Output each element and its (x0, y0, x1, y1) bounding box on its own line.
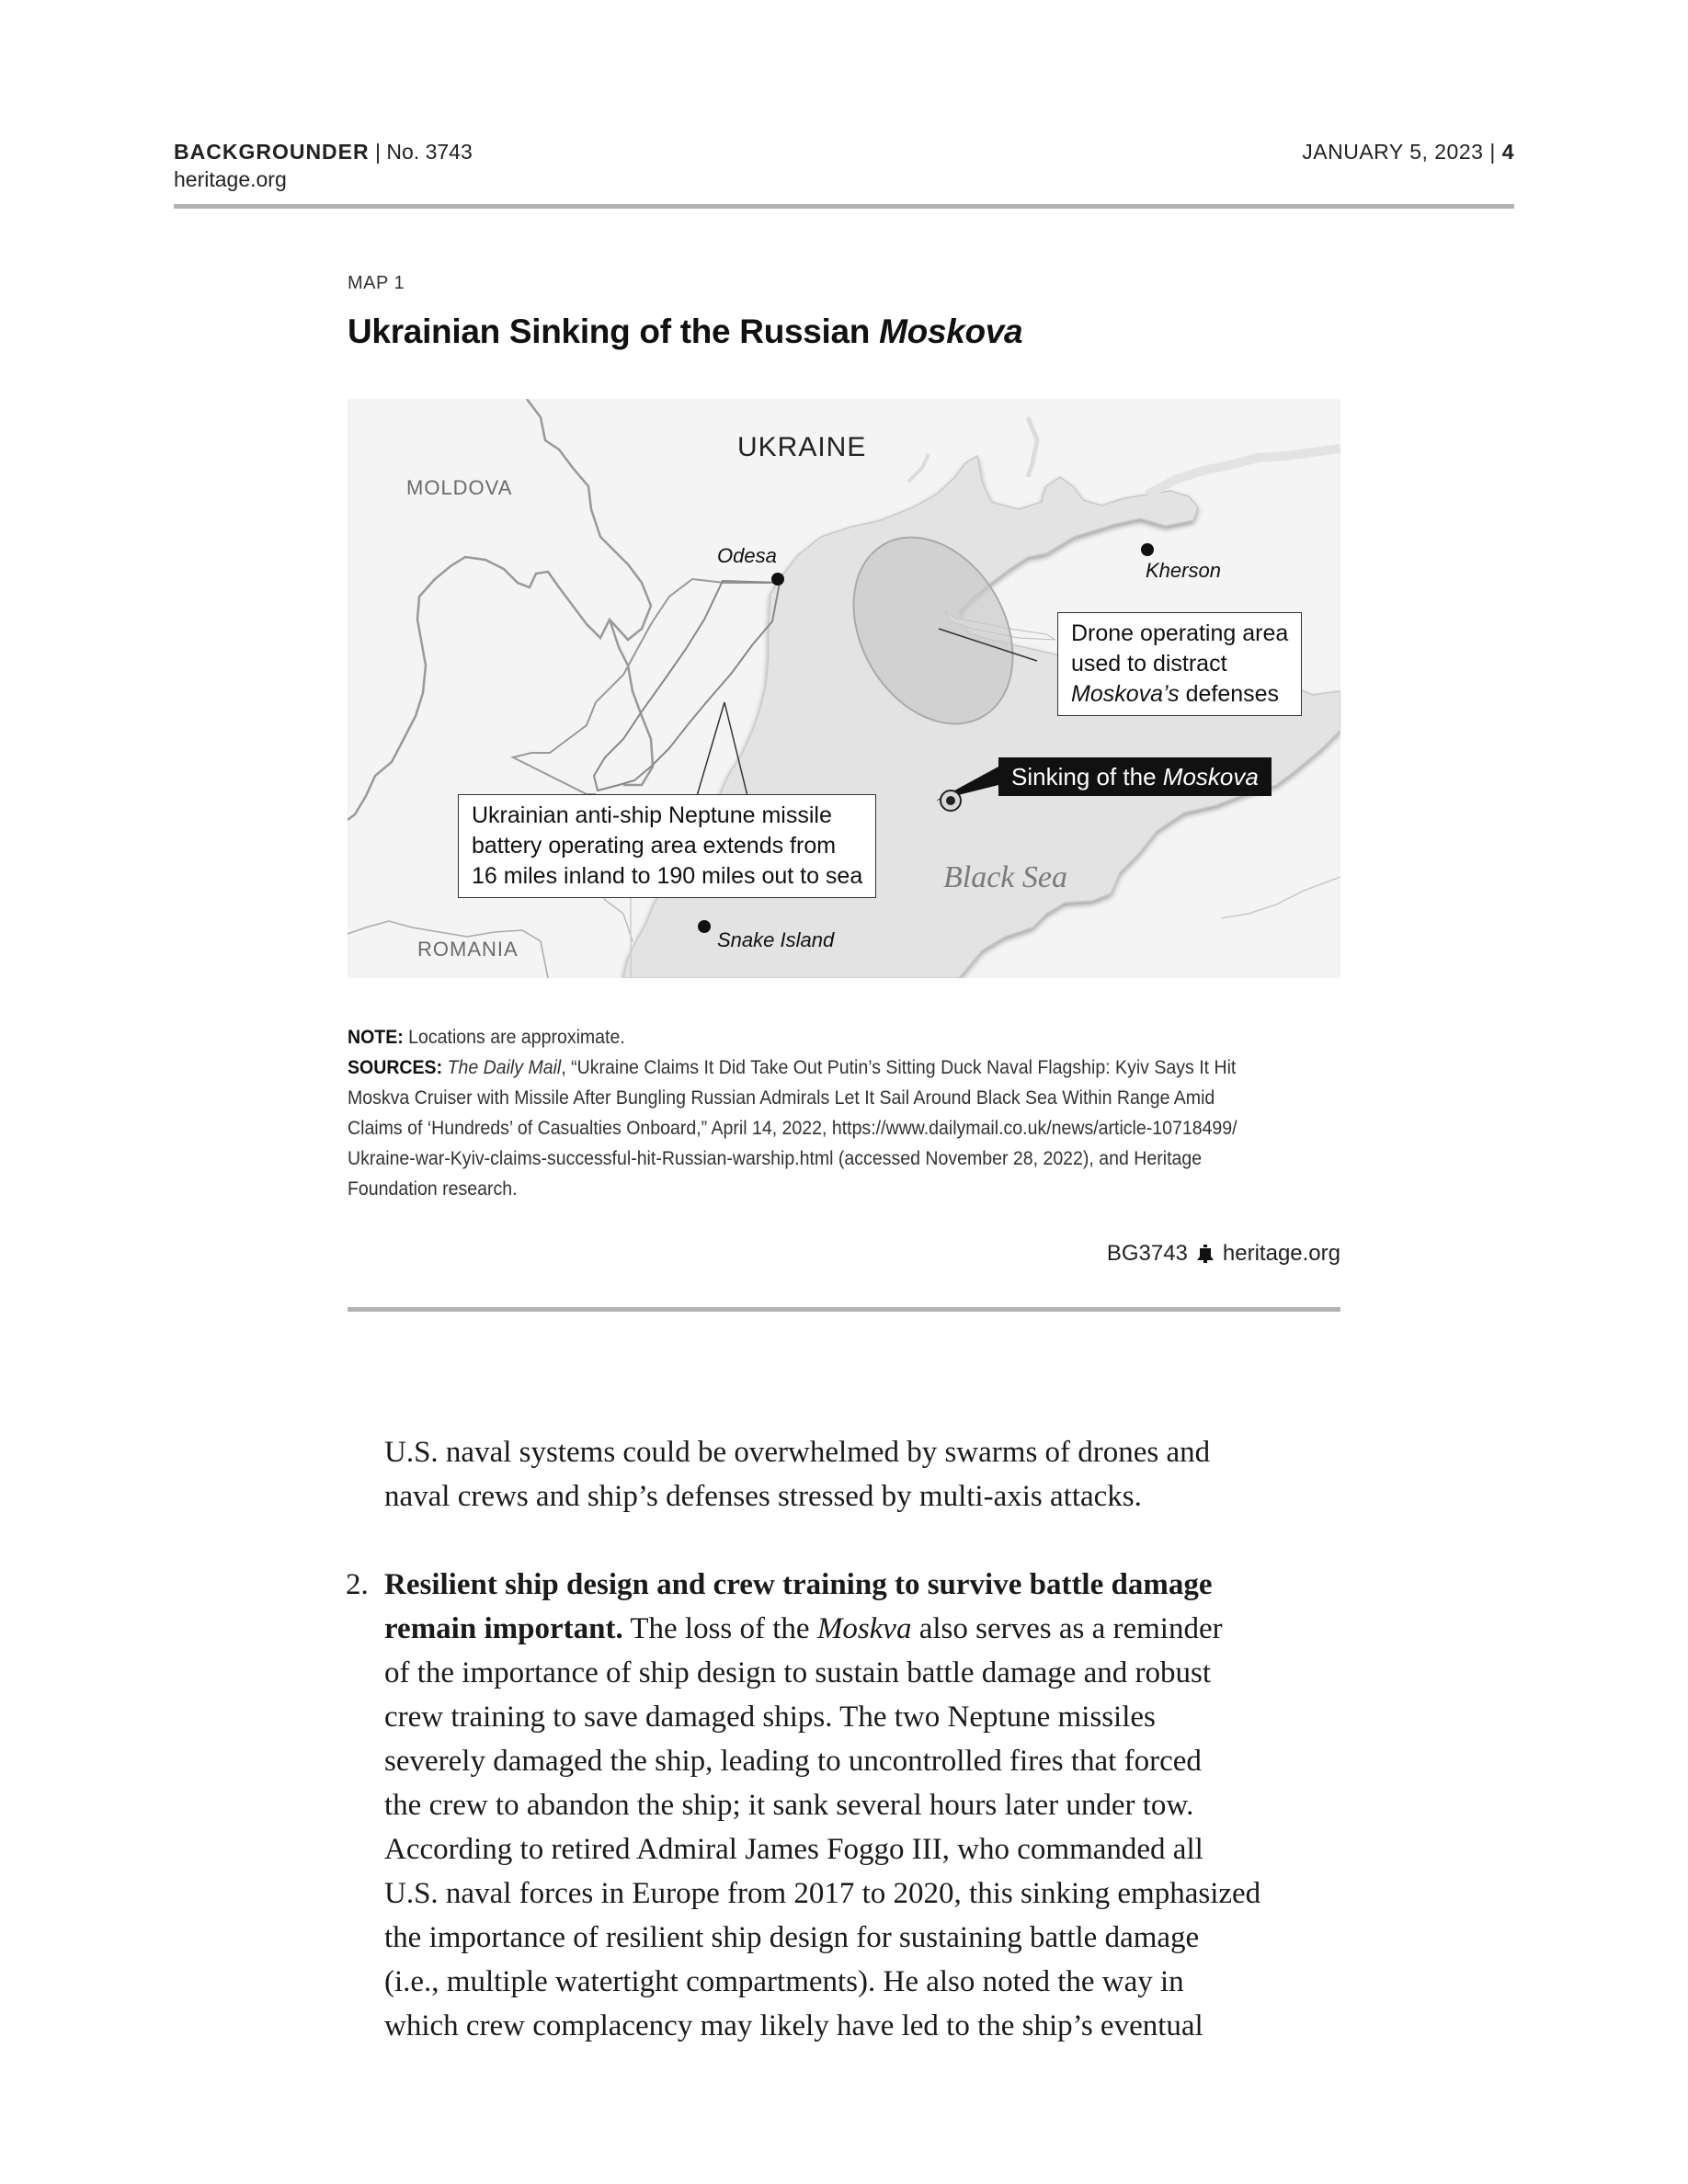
map-label: MAP 1 (348, 273, 405, 293)
series-name: BACKGROUNDER (174, 140, 370, 164)
neptune-callout-line-1: Ukrainian anti-ship Neptune missile (472, 802, 832, 828)
sources-publication: The Daily Mail (447, 1057, 562, 1078)
label-moldova: MOLDOVA (406, 476, 513, 499)
header-separator: | (375, 140, 381, 164)
paragraph-2-line-2 (384, 1607, 1359, 1651)
paragraph-2-line-9: the importance of resilient ship design for sustaining battle damage (384, 1921, 1200, 1954)
map-title-main: Ukrainian Sinking of the Russian (348, 313, 880, 350)
label-kherson: Kherson (1146, 559, 1221, 582)
paragraph-2-line-8: U.S. naval forces in Europe from 2017 to 2020, this sinking emphasized (384, 1877, 1261, 1910)
drone-callout (1057, 612, 1302, 716)
map-title-italic: Moskova (879, 313, 1023, 350)
drone-callout-line-3: defenses (1179, 681, 1280, 707)
kherson-marker (1141, 543, 1154, 556)
map-credit (1107, 1241, 1340, 1267)
label-romania: ROMANIA (417, 938, 519, 961)
drone-callout-line-1: Drone operating area (1071, 620, 1289, 646)
label-snake-island: Snake Island (717, 928, 835, 951)
paragraph-2-heading-2: remain important. (384, 1612, 623, 1645)
sinking-target-dot (946, 796, 955, 805)
drone-callout-line-2: used to distract (1071, 651, 1227, 677)
sources-line-5: Foundation research. (348, 1178, 518, 1200)
sources-line-4: Ukraine-war-Kyiv-claims-successful-hit-Russian-warship.html (accessed November 28, 2022), and Heritage (348, 1148, 1203, 1169)
sources-line-1 (348, 1052, 1340, 1083)
paragraph-1-line-2: naval crews and ship’s defenses stressed by multi-axis attacks. (384, 1480, 1142, 1513)
sinking-callout-main: Sinking of the (1011, 763, 1163, 791)
page-number: 4 (1501, 140, 1514, 164)
header-date: JANUARY 5, 2023 (1302, 140, 1484, 164)
paragraph-2-line-4: crew training to save damaged ships. The two Neptune missiles (384, 1701, 1156, 1734)
paragraph-2-heading-1: Resilient ship design and crew training to survive battle damage (384, 1568, 1213, 1601)
series-number: No. 3743 (386, 140, 473, 164)
sinking-callout (998, 757, 1272, 796)
paragraph-2-line-7: According to retired Admiral James Foggo III, who commanded all (384, 1833, 1203, 1866)
list-item-number: 2. (346, 1568, 369, 1601)
header-site: heritage.org (174, 167, 287, 191)
paragraph-2-line-6: the crew to abandon the ship; it sank several hours later under tow. (384, 1789, 1194, 1822)
paragraph-1-line-1: U.S. naval systems could be overwhelmed by swarms of drones and (384, 1436, 1211, 1469)
map-figure (348, 399, 1340, 978)
header-rule (174, 204, 1514, 209)
header-separator-2: | (1489, 140, 1496, 164)
map-title (348, 313, 1022, 351)
sources-label: SOURCES: (348, 1057, 443, 1078)
neptune-callout-line-3: 16 miles inland to 190 miles out to sea (472, 863, 863, 889)
note-line (348, 1022, 1340, 1052)
paragraph-2-text-2b: also serves as a reminder (911, 1612, 1223, 1645)
paragraph-2-line-11: which crew complacency may likely have led to the ship’s eventual (384, 2009, 1203, 2042)
paragraph-2-line-1 (384, 1563, 1359, 1607)
map-notes (348, 1022, 1340, 1204)
credit-code: BG3743 (1106, 1241, 1188, 1266)
note-label: NOTE: (348, 1027, 404, 1048)
sources-line-3: Claims of ‘Hundreds’ of Casualties Onboard,” April 14, 2022, https://www.dailymail.co.uk/news/article-10718499/ (348, 1118, 1237, 1139)
sinking-callout-italic: Moskova (1162, 763, 1259, 791)
paragraph-2-line-10: (i.e., multiple watertight compartments). He also noted the way in (384, 1965, 1184, 1998)
label-odesa: Odesa (717, 544, 777, 567)
drone-callout-italic: Moskova’s (1071, 681, 1180, 707)
sources-text-1: , “Ukraine Claims It Did Take Out Putin’s Sitting Duck Naval Flagship: Kyiv Says It Hit (561, 1057, 1237, 1078)
label-ukraine: UKRAINE (737, 432, 867, 462)
paragraph-2 (384, 1563, 1359, 2048)
liberty-bell-icon (1195, 1244, 1215, 1264)
paragraph-2-text-2a: The loss of the (622, 1612, 817, 1645)
map-rule (348, 1307, 1340, 1312)
label-black-sea: Black Sea (943, 860, 1067, 894)
neptune-callout (458, 794, 876, 898)
snake-island-marker (698, 920, 711, 933)
note-text: Locations are approximate. (403, 1027, 625, 1048)
paragraph-2-line-3: of the importance of ship design to sustain battle damage and robust (384, 1656, 1212, 1689)
odesa-marker (771, 573, 784, 586)
paragraph-1 (384, 1430, 1359, 1519)
header-left (174, 138, 473, 193)
credit-site: heritage.org (1222, 1241, 1340, 1266)
sources-line-2: Moskva Cruiser with Missile After Bungling Russian Admirals Let It Sail Around Black Sea Within Range Amid (348, 1087, 1215, 1109)
paragraph-2-ship-name: Moskva (816, 1612, 912, 1645)
neptune-callout-line-2: battery operating area extends from (472, 833, 837, 859)
paragraph-2-line-5: severely damaged the ship, leading to uncontrolled fires that forced (384, 1745, 1202, 1778)
header-right (1302, 138, 1514, 165)
